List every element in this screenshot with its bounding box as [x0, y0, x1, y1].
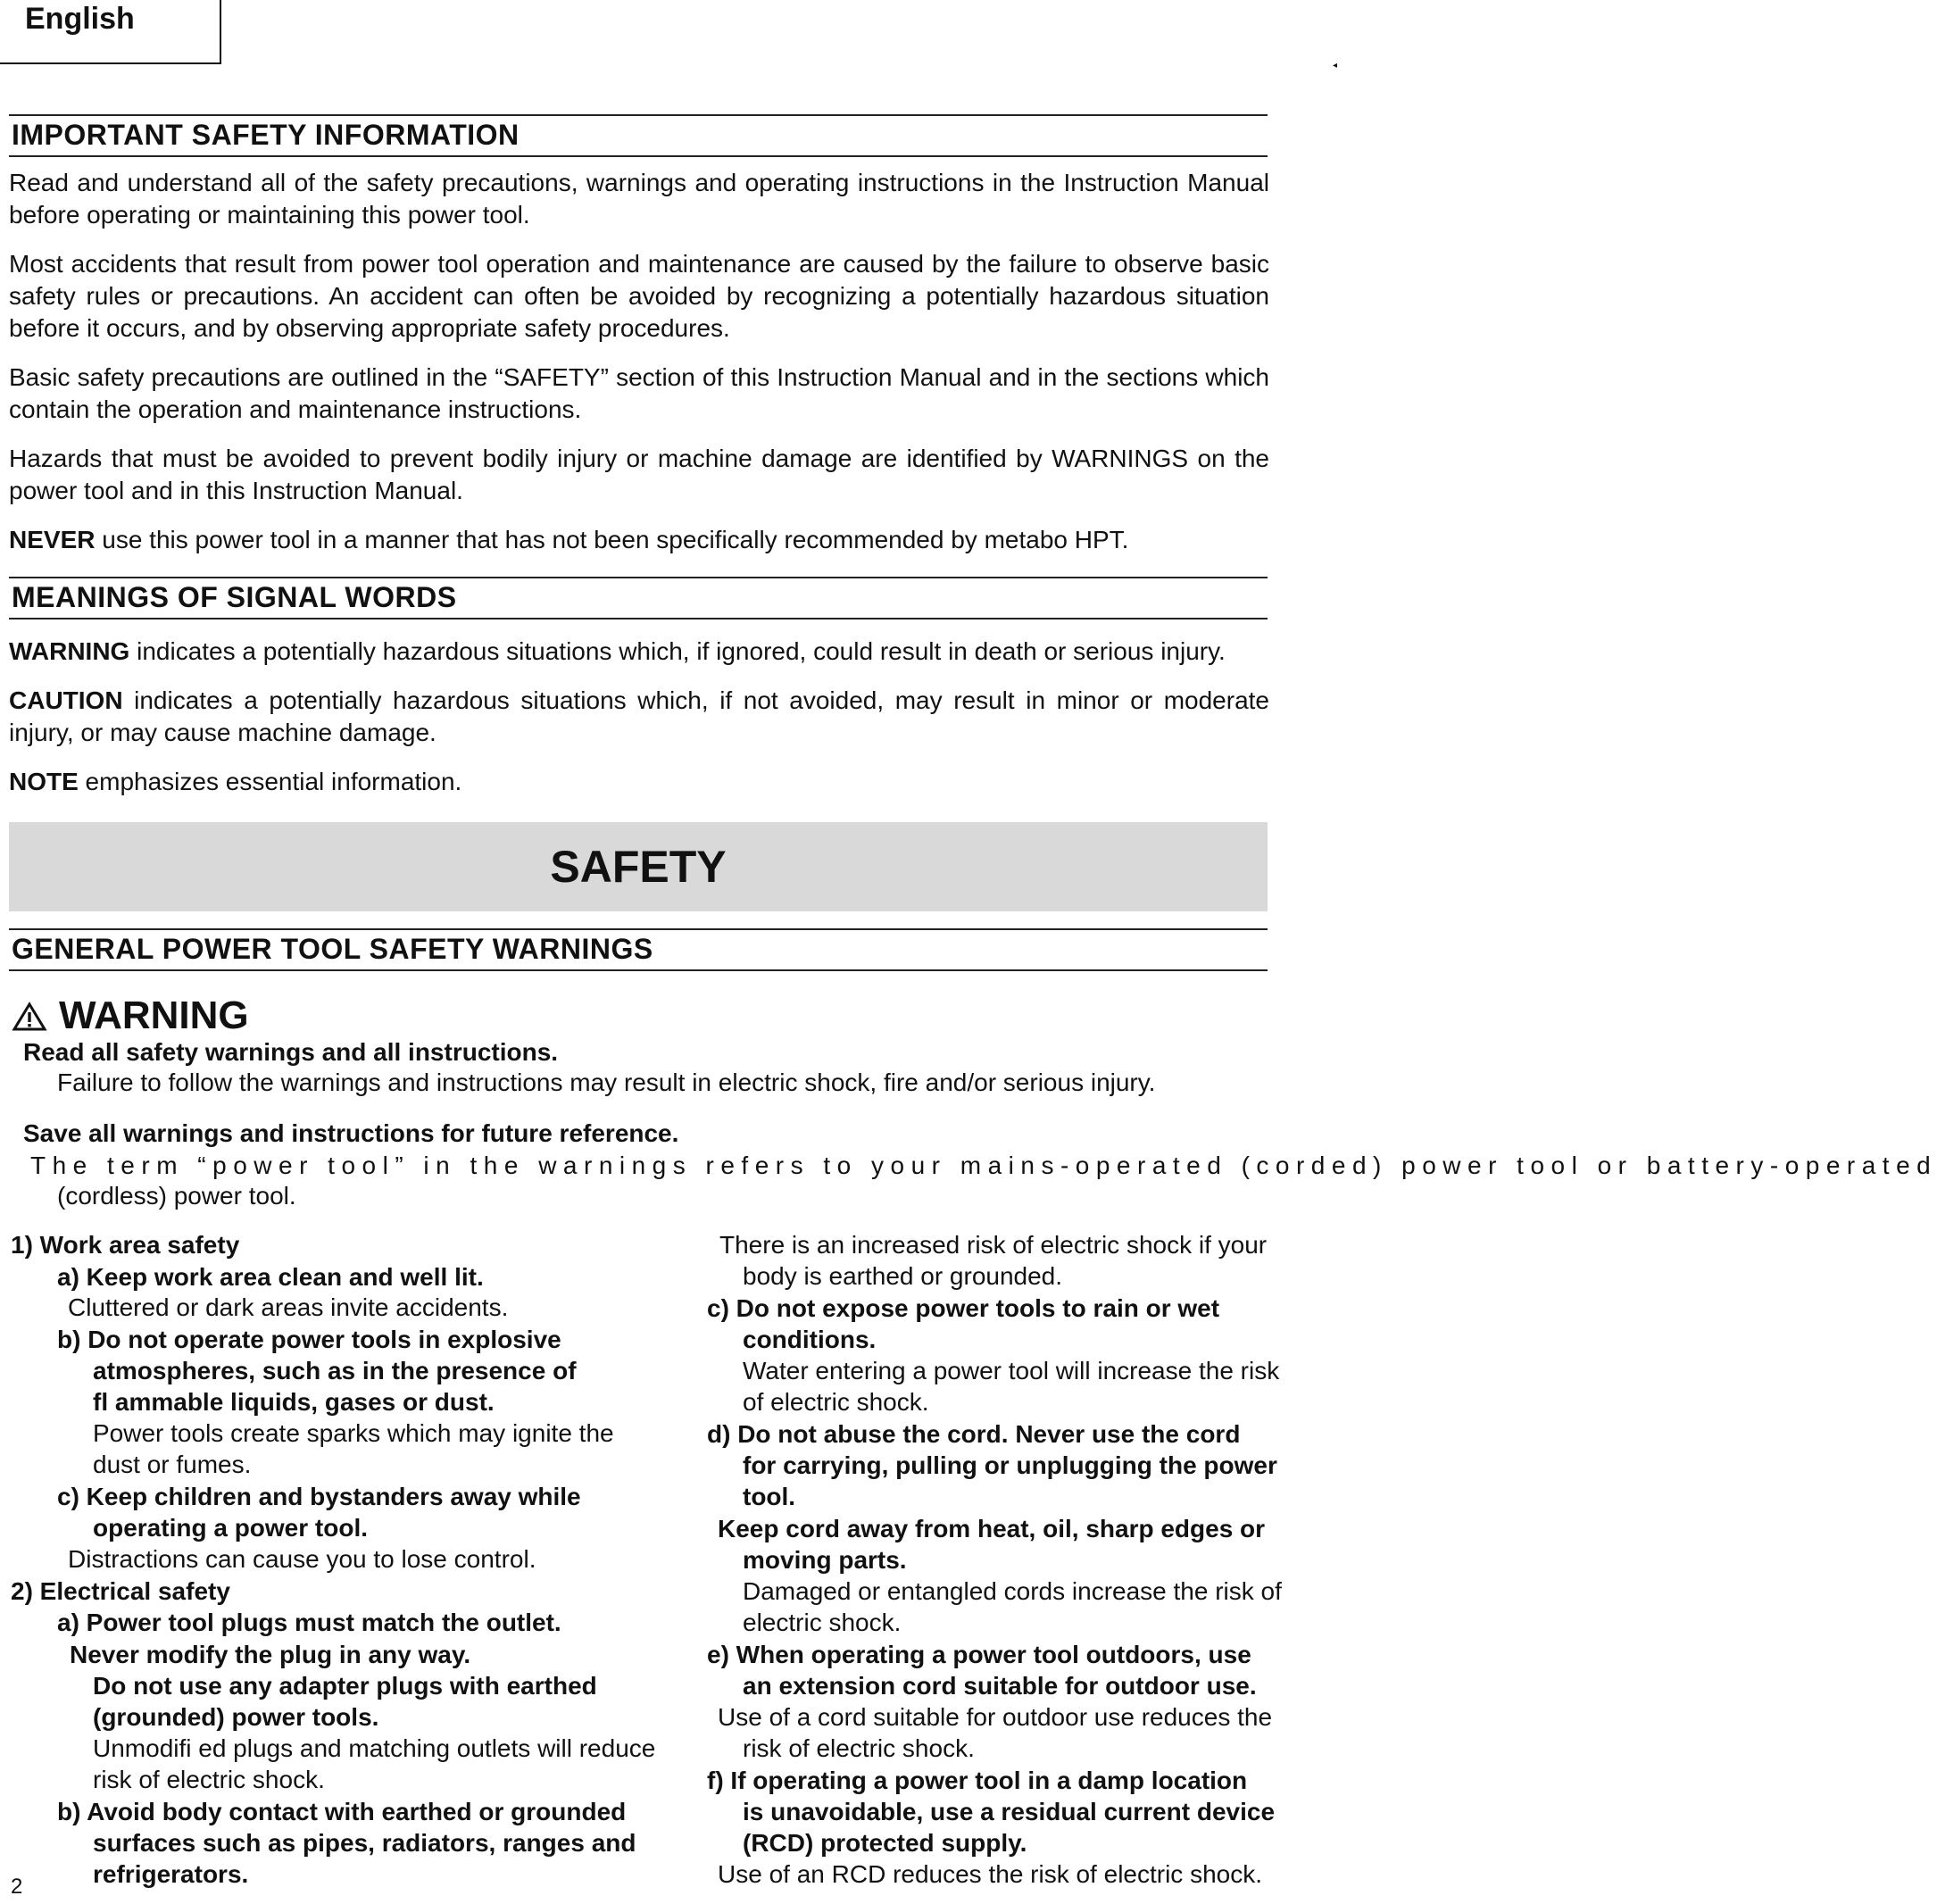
- warning-definition-text: indicates a potentially hazardous situations which, if ignored, could result in death or serious injury.: [129, 637, 1226, 665]
- item-2e-line2: an extension cord suitable for outdoor use.: [743, 1672, 1257, 1700]
- item-2d-line5: moving parts.: [743, 1546, 907, 1574]
- item-2d-text1: Damaged or entangled cords increase the risk of: [743, 1577, 1282, 1605]
- item-2b-line2: surfaces such as pipes, radiators, ranges and: [93, 1829, 636, 1857]
- caution-definition-text: indicates a potentially hazardous situations which, if not avoided, may result in minor or moderate injury, or may cause machine damage.: [9, 686, 1269, 746]
- item-2c-text1: Water entering a power tool will increase the risk: [743, 1357, 1280, 1384]
- never-text: use this power tool in a manner that has not been specifically recommended by metabo HPT.: [95, 526, 1129, 553]
- term-definition-line2: (cordless) power tool.: [57, 1182, 296, 1210]
- never-keyword: NEVER: [9, 526, 96, 553]
- item-b-line3: fl ammable liquids, gases or dust.: [93, 1388, 495, 1416]
- item-2d-line4: Keep cord away from heat, oil, sharp edges or: [718, 1515, 1266, 1542]
- warning-keyword: WARNING: [9, 637, 130, 665]
- note-keyword: NOTE: [9, 768, 79, 795]
- item-b-line2: atmospheres, such as in the presence of: [93, 1357, 577, 1384]
- electrical-safety-title: 2) Electrical safety: [11, 1577, 230, 1605]
- item-2c-line2: conditions.: [743, 1326, 877, 1353]
- item-2b-line1: b) Avoid body contact with earthed or grounded: [57, 1798, 627, 1825]
- important-paragraph-3: Basic safety precautions are outlined in the “SAFETY” section of this Instruction Manual and in the sections which contain the operation and maintenance instructions.: [9, 363, 1269, 423]
- right-r1: There is an increased risk of electric shock if your: [719, 1231, 1268, 1259]
- important-paragraph-1: Read and understand all of the safety precautions, warnings and operating instructions in the Instruction Manual before operating or maintaining this power tool.: [9, 169, 1269, 229]
- signal-words-heading: [9, 577, 1268, 619]
- item-2d-text2: electric shock.: [743, 1609, 902, 1636]
- item-2f-text: Use of an RCD reduces the risk of electric shock.: [718, 1860, 1263, 1888]
- corner-mark: ◂: [1333, 61, 1338, 71]
- item-2f-line2: is unavoidable, use a residual current device: [743, 1798, 1276, 1825]
- item-a-text: Cluttered or dark areas invite accidents.: [68, 1293, 509, 1321]
- warning-heading-text: WARNING: [59, 994, 249, 1037]
- signal-words-title: MEANINGS OF SIGNAL WORDS: [12, 581, 457, 613]
- item-2a-line4: (grounded) power tools.: [93, 1703, 379, 1731]
- item-2a-line2: Never modify the plug in any way.: [70, 1641, 471, 1668]
- read-all-instructions: Read all safety warnings and all instructions.: [23, 1038, 559, 1066]
- item-2a-text2: risk of electric shock.: [93, 1766, 325, 1793]
- note-definition-text: emphasizes essential information.: [78, 768, 462, 795]
- work-area-safety-title: 1) Work area safety: [11, 1231, 240, 1259]
- save-all-instructions: Save all warnings and instructions for future reference.: [23, 1119, 679, 1147]
- item-b-text1: Power tools create sparks which may ignite the: [93, 1419, 614, 1447]
- item-c-text: Distractions can cause you to lose control.: [68, 1545, 536, 1573]
- item-2d-line2: for carrying, pulling or unplugging the power: [743, 1451, 1277, 1479]
- item-2d-line3: tool.: [743, 1483, 796, 1510]
- item-2e-text2: risk of electric shock.: [743, 1734, 975, 1762]
- item-2c-text2: of electric shock.: [743, 1388, 929, 1416]
- caution-definition: [9, 685, 1269, 749]
- item-2e-line1: e) When operating a power tool outdoors, use: [707, 1641, 1251, 1668]
- page-number: 2: [11, 1875, 23, 1899]
- note-definition: [9, 766, 1269, 798]
- item-2d-line1: d) Do not abuse the cord. Never use the cord: [707, 1420, 1241, 1448]
- language-tab: [0, 0, 221, 64]
- item-c-line2: operating a power tool.: [93, 1514, 369, 1542]
- language-label: English: [25, 2, 135, 36]
- warning-heading: [12, 994, 249, 1038]
- important-safety-title: IMPORTANT SAFETY INFORMATION: [12, 119, 520, 151]
- general-warnings-heading: [9, 928, 1268, 971]
- right-r2: body is earthed or grounded.: [743, 1262, 1063, 1290]
- important-paragraph-5: [9, 524, 1269, 556]
- important-paragraph-4: Hazards that must be avoided to prevent bodily injury or machine damage are identified by WARNINGS on the power tool and in this Instruction Manual.: [9, 445, 1269, 504]
- caution-keyword: CAUTION: [9, 686, 123, 714]
- safety-banner: [9, 822, 1268, 911]
- item-2f-line1: f) If operating a power tool in a damp location: [707, 1767, 1248, 1794]
- item-2a-text1: Unmodifi ed plugs and matching outlets will reduce: [93, 1734, 656, 1762]
- general-warnings-title: GENERAL POWER TOOL SAFETY WARNINGS: [12, 933, 653, 965]
- item-b-line1: b) Do not operate power tools in explosive: [57, 1326, 561, 1353]
- item-2c-line1: c) Do not expose power tools to rain or wet: [707, 1294, 1220, 1322]
- item-a-work-area: a) Keep work area clean and well lit.: [57, 1263, 484, 1291]
- important-paragraph-2: Most accidents that result from power tool operation and maintenance are caused by the failure to observe basic safety rules or precautions. An accident can often be avoided by recognizing a potentially hazardous situation before it occurs, and by observing appropriate safety procedures.: [9, 250, 1269, 342]
- item-2a-line3: Do not use any adapter plugs with earthed: [93, 1672, 597, 1700]
- item-2a-line1: a) Power tool plugs must match the outlet.: [57, 1609, 561, 1636]
- term-definition-line1: The term “power tool” in the warnings refers to your mains-operated (corded) power tool or battery-operated: [30, 1152, 1937, 1179]
- item-2f-line3: (RCD) protected supply.: [743, 1829, 1027, 1857]
- warning-definition: [9, 636, 1269, 668]
- failure-text: Failure to follow the warnings and instructions may result in electric shock, fire and/or serious injury.: [57, 1068, 1156, 1096]
- item-2b-line3: refrigerators.: [93, 1860, 249, 1888]
- item-2e-text1: Use of a cord suitable for outdoor use reduces the: [718, 1703, 1273, 1731]
- important-safety-heading: [9, 114, 1268, 157]
- warning-triangle-icon: [12, 1002, 46, 1032]
- safety-banner-title: SAFETY: [550, 842, 727, 892]
- item-b-text2: dust or fumes.: [93, 1451, 252, 1478]
- item-c-line1: c) Keep children and bystanders away while: [57, 1483, 581, 1510]
